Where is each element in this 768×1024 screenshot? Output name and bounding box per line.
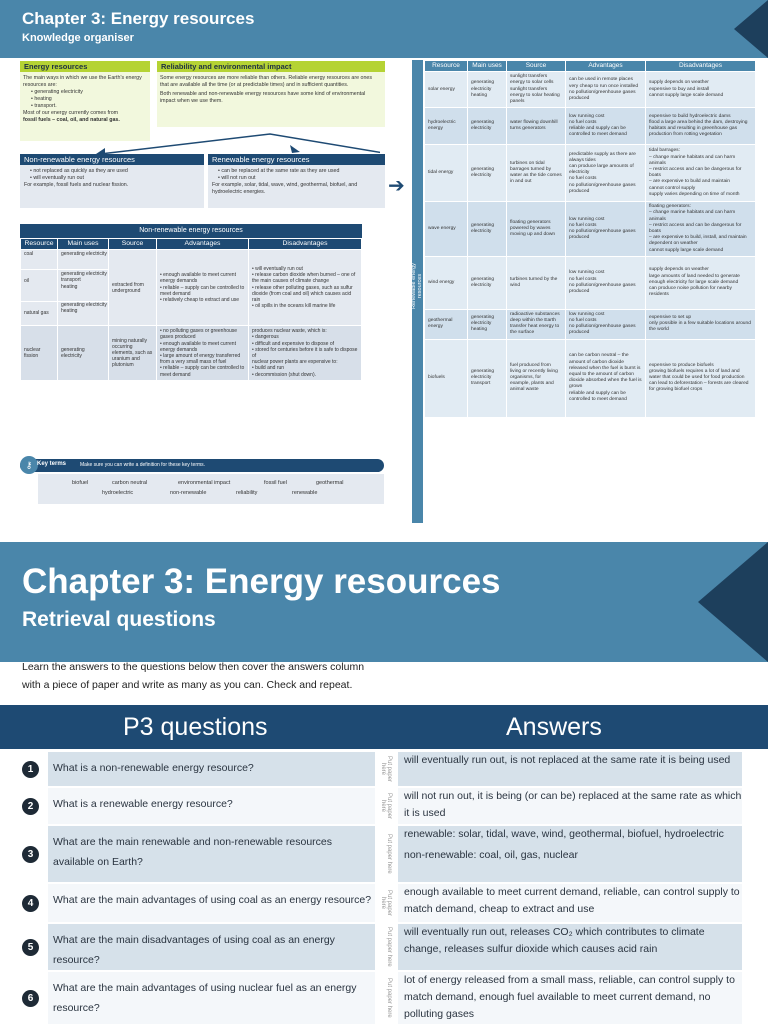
cell-source <box>507 339 566 417</box>
cell-use <box>468 256 507 309</box>
cell-advantages <box>566 202 646 257</box>
cell-use-line: generating electricity <box>471 80 495 92</box>
header-banner <box>0 0 768 58</box>
cell-advantages-line: reliable and supply can be controlled to meet demand <box>569 390 627 402</box>
disadvantage-intro: nuclear power plants are expensive to: <box>252 359 338 366</box>
advantage-item: large amount of energy transferred from a very small mass of fuel <box>160 353 241 366</box>
cell-use-line: generating electricity <box>471 314 495 327</box>
questions-column-title: P3 questions <box>123 713 268 741</box>
cell-use <box>58 270 108 302</box>
energy-most: Most of our energy currently comes from <box>23 110 119 116</box>
cell-disadvantages <box>646 339 756 417</box>
energy-intro: The main ways in which we use the Earth's energy resources are: <box>23 75 142 88</box>
energy-use: transport. <box>34 103 57 109</box>
table-row <box>425 145 756 202</box>
cell-source <box>507 145 566 202</box>
cell-disadvantages-line: large amounts of land needed to generate enough electricity for large scale demand <box>649 273 740 285</box>
question-number: 1 <box>22 761 39 778</box>
col-header: Source <box>109 239 157 250</box>
cell-disadvantages-line: expensive to buy and install <box>649 86 710 92</box>
cell-disadvantages-line: – change marine habitats and can harm animals <box>649 210 736 222</box>
cell-source-line: turbines on tidal barrages turned by water as the tide comes in and out <box>510 160 562 185</box>
disadvantage-item: release carbon dioxide when burned – one of the main causes of climate change <box>252 272 356 285</box>
put-paper-here-label: Put paper here <box>386 927 392 967</box>
cell-disadvantages-line: supply depends on weather <box>649 267 709 273</box>
table-row <box>425 72 756 108</box>
disadvantage-item: decommission (shut down). <box>255 371 316 378</box>
cell-disadvantages <box>646 309 756 339</box>
key-terms-label: Key terms <box>37 461 67 467</box>
question-row <box>0 924 768 970</box>
col-header: Resource <box>425 61 468 72</box>
cell-disadvantages-line: cannot supply large scale demand <box>649 247 724 253</box>
cell-disadvantages-line: – are expensive to build, install, and maintain <box>649 235 747 241</box>
cell-use-line: generating electricity <box>471 276 495 288</box>
cell-disadvantages <box>646 108 756 145</box>
question-row <box>0 752 768 786</box>
cell-source-line: radioactive substances deep within the Earth transfer heat energy to the surface <box>510 311 560 336</box>
cell-disadvantages-line: expensive to build hydroelectric dams <box>649 113 731 119</box>
cell-disadvantages-line: cannot control supply <box>649 185 696 191</box>
section-gap <box>0 527 768 542</box>
energy-use: heating <box>34 96 52 102</box>
question-text: What are the main renewable and non-renewable resources available on Earth? <box>48 826 375 882</box>
question-number: 3 <box>22 846 39 863</box>
energy-fossil: fossil fuels – coal, oil, and natural gas. <box>23 117 120 123</box>
renewable-point: will not run out <box>221 175 256 181</box>
table-row <box>425 309 756 339</box>
cell-use: generating electricity <box>58 250 108 270</box>
nonrenewable-table <box>20 238 362 381</box>
cell-advantages-line: no fuel costs <box>569 276 597 282</box>
cell-use-line: generating electricity <box>471 368 495 381</box>
col-header: Main uses <box>468 61 507 72</box>
cell-advantages-line: predictable supply as there are always tides <box>569 151 636 163</box>
put-paper-here-label: Put paper here <box>380 792 392 820</box>
cell-advantages-line: no fuel costs <box>569 222 597 228</box>
cell-advantages-line: low running cost <box>569 270 605 276</box>
key-term: non-renewable <box>170 490 207 496</box>
energy-resources-heading: Energy resources <box>20 61 150 72</box>
answer-text <box>398 924 742 970</box>
cell-source-line: sunlight transfers energy to solar heating panels <box>510 86 560 105</box>
cell-use <box>468 309 507 339</box>
cell-disadvantages-line: – restrict access and can be dangerous for boats <box>649 222 742 235</box>
right-arrow-icon: ➔ <box>388 175 405 197</box>
cell-advantages <box>566 108 646 145</box>
cell-use <box>468 108 507 145</box>
answer-line: lot of energy released from a small mass, reliable, can control supply to match demand, enough fuel available to meet current demand, no polluting gases <box>404 974 735 1020</box>
cell-source <box>507 309 566 339</box>
cell-source-line: fuel produced from living or recently living organisms, for example, plants and animal waste <box>510 362 558 393</box>
key-term: reliability <box>236 490 258 496</box>
answer-line: enough available to meet current demand, reliable, can control supply to match demand, cheap to extract and use <box>404 886 740 915</box>
cell-resource: oil <box>21 270 57 302</box>
cell-source <box>507 256 566 309</box>
advantage-item: relatively cheap to extract and use <box>163 297 240 303</box>
disadvantage-item: release other polluting gases, such as sulfur dioxide (from coal and oil) which causes acid rain <box>252 284 353 303</box>
cell-advantages-line: no pollution/greenhouse gases produced <box>569 89 636 101</box>
disadvantage-item: stored for centuries before it is safe to dispose of <box>252 346 358 360</box>
cell-advantages-line: no fuel costs <box>569 120 597 126</box>
cell-advantages <box>566 145 646 202</box>
page-title: Chapter 3: Energy resources <box>22 9 255 28</box>
put-paper-here-label: Put paper here <box>380 755 392 783</box>
cell-use-line: heating <box>471 92 488 98</box>
cell-resource: geothermal energy <box>425 309 468 339</box>
col-header: Disadvantages <box>249 239 362 250</box>
col-header: Advantages <box>157 239 249 250</box>
col-header: Main uses <box>58 239 109 250</box>
cell-advantages <box>566 309 646 339</box>
cell-disadvantages-line: dependent on weather <box>649 241 698 247</box>
renewable-point: can be replaced at the same rate as they are used <box>221 168 340 174</box>
cell-advantages-line: can be carbon neutral – the amount of carbon dioxide released when the fuel is burnt is equal to the amount of carbon dioxide absorbed when the fuel is grown <box>569 353 642 390</box>
cell-disadvantages-line: growing biofuels requires a lot of land and water that could be used for food production <box>649 368 745 381</box>
reliability-text: Some energy resources are more reliable than others. Reliable energy resources are ones that are available all the time (or at predictable times) and in sufficient quantities. <box>160 75 372 88</box>
cell-disadvantages-line: – change marine habitats and can harm animals <box>649 154 736 166</box>
key-term: hydroelectric <box>102 490 134 496</box>
table-row <box>425 108 756 145</box>
cell-advantages-line: can be used in remote places <box>569 77 633 83</box>
cell-advantages-line: reliable and supply can be controlled to meet demand <box>569 126 627 138</box>
answer-line: non-renewable: coal, oil, gas, nuclear <box>404 849 578 861</box>
cell-resource: tidal energy <box>425 145 468 202</box>
disadvantage-item: difficult and expensive to dispose of <box>255 340 334 347</box>
cell-source-line: sunlight transfers energy to solar cells <box>510 74 554 86</box>
cell-source <box>507 72 566 108</box>
cell-advantages: • enough available to meet current energy demands • reliable – supply can be controlled to meet demand • relatively cheap to extract and use <box>157 250 249 326</box>
cell-source-line: floating generators powered by waves moving up and down <box>510 219 556 238</box>
table-row <box>425 256 756 309</box>
intro-line: Learn the answers to the questions below then cover the answers column <box>22 661 365 673</box>
cell-disadvantages <box>646 202 756 257</box>
cell-advantages <box>566 339 646 417</box>
question-text: What are the main advantages of using coal as an energy resource? <box>48 884 375 922</box>
cell-advantages <box>566 256 646 309</box>
cell-disadvantages-line: tidal barrages: <box>649 148 680 154</box>
cell-disadvantages-line: – are expensive to build and maintain <box>649 179 731 185</box>
cell-source: extracted from underground <box>109 250 157 326</box>
disadvantage-item: dangerous <box>255 334 279 341</box>
col-header: Resource <box>21 239 58 250</box>
table-row <box>425 202 756 257</box>
question-text: What is a renewable energy resource? <box>48 788 375 824</box>
cell-use-line: transport <box>61 277 81 284</box>
cell-source <box>507 202 566 257</box>
key-term: renewable <box>292 490 318 496</box>
cell-advantages-line: low running cost <box>569 216 605 222</box>
cell-source: mining naturally occurring elements, such as uranium and plutonium <box>109 326 157 381</box>
cell-use <box>58 302 108 325</box>
cell-disadvantages-line: flood a large area behind the dam, destroying habitats and resulting in greenhouse gas production from rotting vegetation <box>649 120 748 138</box>
cell-resource: biofuels <box>425 339 468 417</box>
cell-advantages-line: low running cost <box>569 113 605 119</box>
header-corner-decoration <box>734 0 768 58</box>
put-paper-here-label: Put paper here <box>386 978 392 1018</box>
answer-line: renewable: solar, tidal, wave, wind, geothermal, biofuel, hydroelectric <box>404 828 724 840</box>
nonrenewable-heading: Non-renewable energy resources <box>20 154 204 165</box>
advantage-item: enough available to meet current energy demands <box>160 272 236 285</box>
put-paper-here-label: Put paper here <box>386 834 392 874</box>
cell-resource: wind energy <box>425 256 468 309</box>
cell-use <box>468 202 507 257</box>
cell-advantages-line: no fuel costs <box>569 176 597 182</box>
cell-use-line: heating <box>61 283 78 290</box>
cell-use-line: heating <box>471 327 488 333</box>
question-row <box>0 972 768 1024</box>
answer-text <box>398 826 742 882</box>
page-subtitle: Knowledge organiser <box>22 32 134 44</box>
table-row <box>425 339 756 417</box>
cell-advantages-line: no pollution/greenhouse gases produced <box>569 182 636 194</box>
disadvantage-item: will eventually run out <box>255 265 303 272</box>
renewable-side-bar <box>412 60 423 523</box>
cell-disadvantages-line: floating generators: <box>649 204 691 210</box>
cell-resource: solar energy <box>425 72 468 108</box>
cell-disadvantages-line: – restrict access and can be dangerous for boats <box>649 167 742 179</box>
cell-disadvantages-line: can lead to deforestation – forests are cleared for growing biofuel crops <box>649 381 749 393</box>
cell-use-line: generating electricity <box>471 120 495 132</box>
key-terms-panel <box>20 456 384 504</box>
answer-text <box>398 972 742 1024</box>
questions-header <box>0 705 768 749</box>
question-number: 2 <box>22 798 39 815</box>
cell-resource: coal <box>21 250 57 270</box>
answer-line: will eventually run out, releases CO₂ which contributes to climate change, releases sulfur dioxide which causes acid rain <box>404 926 705 955</box>
renewable-table <box>424 60 756 418</box>
answer-line: will not run out, it is being (or can be) replaced at the same rate as which it is used <box>404 790 742 819</box>
renewable-heading: Renewable energy resources <box>208 154 385 165</box>
question-row <box>0 788 768 824</box>
cell-disadvantages <box>646 72 756 108</box>
cell-use-line: generating electricity <box>471 167 495 179</box>
cell-use-line: generating electricity <box>61 302 107 309</box>
banner-corner-decoration <box>698 542 768 662</box>
cell-disadvantages-line: can produce noise pollution for nearby residents <box>649 285 732 298</box>
question-text: What are the main advantages of using nuclear fuel as an energy resource? <box>48 972 375 1024</box>
retrieval-title: Chapter 3: Energy resources <box>22 562 501 601</box>
renewable-example: For example, solar, tidal, wave, wind, geothermal, biofuel, and hydroelectric energies. <box>212 182 358 195</box>
col-header: Disadvantages <box>646 61 756 72</box>
cell-use-line: generating electricity <box>471 222 495 235</box>
key-terms-hint: Make sure you can write a definition for these key terms. <box>80 462 206 468</box>
cell-disadvantages-line: supply depends on weather <box>649 80 709 86</box>
question-text: What is a non-renewable energy resource? <box>48 752 375 786</box>
cell-advantages-line: no pollution/greenhouse gases produced <box>569 229 636 241</box>
question-number: 6 <box>22 990 39 1007</box>
key-term: biofuel <box>72 480 89 486</box>
cell-advantages-line: no pollution/greenhouse gases produced <box>569 324 636 336</box>
cell-disadvantages-line: expensive to produce biofuels <box>649 362 714 368</box>
nr-table-caption: Non-renewable energy resources <box>20 224 362 238</box>
key-term: carbon neutral <box>112 480 148 486</box>
retrieval-subtitle: Retrieval questions <box>22 608 216 631</box>
nonrenewable-box: Non-renewable energy resources • not replaced as quickly as they are used • will eventually run out For example, fossil fuels and nuclear fission. <box>20 154 204 208</box>
cell-disadvantages-line: supply varies depending on time of month <box>649 191 740 197</box>
retrieval-intro <box>22 658 742 694</box>
table-row <box>21 326 362 381</box>
question-row <box>0 826 768 882</box>
col-header: Source <box>507 61 566 72</box>
answer-text <box>398 788 742 824</box>
nonrenewable-example: For example, fossil fuels and nuclear fission. <box>24 182 129 188</box>
cell-source <box>507 108 566 145</box>
question-number: 4 <box>22 895 39 912</box>
table-row <box>21 250 362 326</box>
energy-uses-list: • generating electricity • heating • transport. <box>31 89 83 109</box>
cell-resource: hydroelectric energy <box>425 108 468 145</box>
cell-disadvantages: produces nuclear waste, which is: • dangerous • difficult and expensive to dispose of • stored for centuries before it is safe to dispose of nuclear power plants are expensive to: • build and run • decommission (shut down). <box>249 326 362 381</box>
cell-advantages: • no polluting gases or greenhouse gases produced • enough available to meet current energy demands • large amount of energy transferred from a very small mass of fuel • reliable – supply can be controlled to meet demand <box>157 326 249 381</box>
advantage-item: reliable – supply can be controlled to meet demand <box>160 284 245 297</box>
question-text: What are the main disadvantages of using coal as an energy resource? <box>48 924 375 970</box>
cell-advantages-line: no fuel costs <box>569 318 597 324</box>
reliability-box <box>157 61 385 127</box>
key-terms-list <box>38 474 384 504</box>
cell-use-line: transport <box>471 381 491 387</box>
cell-use <box>468 145 507 202</box>
cell-resource: natural gas <box>24 310 49 317</box>
reliability-heading: Reliability and environmental impact <box>157 61 385 72</box>
renewable-side-label: Renewable energy resources <box>411 263 423 309</box>
cell-advantages <box>566 72 646 108</box>
branch-arrows <box>60 126 380 156</box>
intro-line: with a piece of paper and write as many as you can. Check and repeat. <box>22 679 353 691</box>
cell-use-line: generating electricity <box>61 271 107 278</box>
answer-line: will eventually run out, is not replaced at the same rate it is being used <box>404 754 731 766</box>
cell-advantages-line: no pollution/greenhouse gases produced <box>569 282 636 295</box>
energy-use: generating electricity <box>34 89 83 95</box>
cell-source-line: turbines turned by the wind <box>510 276 558 288</box>
nonrenewable-point: not replaced as quickly as they are used <box>33 168 128 174</box>
cell-disadvantages-line: only possible in a few suitable locations around the world <box>649 321 751 333</box>
nonrenewable-point: will eventually run out <box>33 175 84 181</box>
disadvantage-item: build and run <box>255 365 285 372</box>
question-row <box>0 884 768 922</box>
cell-disadvantages <box>646 145 756 202</box>
cell-advantages-line: low running cost <box>569 311 605 317</box>
answer-text <box>398 752 742 786</box>
advantage-item: reliable – supply can be controlled to meet demand <box>160 365 245 378</box>
cell-use: generating electricity <box>58 326 109 381</box>
question-number: 5 <box>22 939 39 956</box>
cell-disadvantages <box>646 256 756 309</box>
advantage-item: no polluting gases or greenhouse gases produced <box>160 328 238 341</box>
cell-resource: wave energy <box>425 202 468 257</box>
cell-disadvantages: • will eventually run out • release carbon dioxide when burned – one of the main causes of climate change • release other polluting gases, such as sulfur dioxide (from coal and oil) which causes acid rain • oil spills in the oceans kill marine life <box>249 250 362 326</box>
col-header: Advantages <box>566 61 646 72</box>
cell-disadvantages-line: cannot supply large scale demand <box>649 92 724 98</box>
cell-resource: nuclear fission <box>21 326 58 381</box>
retrieval-banner <box>0 542 768 662</box>
disadvantage-item: oil spills in the oceans kill marine life <box>255 303 336 310</box>
renewable-box: Renewable energy resources • can be replaced at the same rate as they are used • will not run out For example, solar, tidal, wave, wind, geothermal, biofuel, and hydroelectric energies. <box>208 154 385 208</box>
key-term: fossil fuel <box>264 480 287 486</box>
key-icon: ⚷ <box>20 456 38 474</box>
cell-disadvantages-line: expensive to set up <box>649 314 692 320</box>
cell-use-line: heating <box>61 308 78 315</box>
answers-column-title: Answers <box>506 713 602 741</box>
cell-use <box>468 339 507 417</box>
advantage-item: enough available to meet current energy demands <box>160 340 236 353</box>
answer-text <box>398 884 742 922</box>
key-term: environmental impact <box>178 480 231 486</box>
key-term: geothermal <box>316 480 344 486</box>
cell-advantages-line: can produce large amounts of electricity <box>569 163 634 176</box>
cell-use <box>468 72 507 108</box>
cell-advantages-line: very cheap to run once installed <box>569 83 639 89</box>
put-paper-here-label: Put paper here <box>380 889 392 917</box>
environment-text: Both renewable and non-renewable energy resources have some kind of environmental impact when we use them. <box>160 91 366 104</box>
disadvantage-intro: produces nuclear waste, which is: <box>252 328 327 335</box>
cell-source-line: water flowing downhill turns generators <box>510 120 558 132</box>
